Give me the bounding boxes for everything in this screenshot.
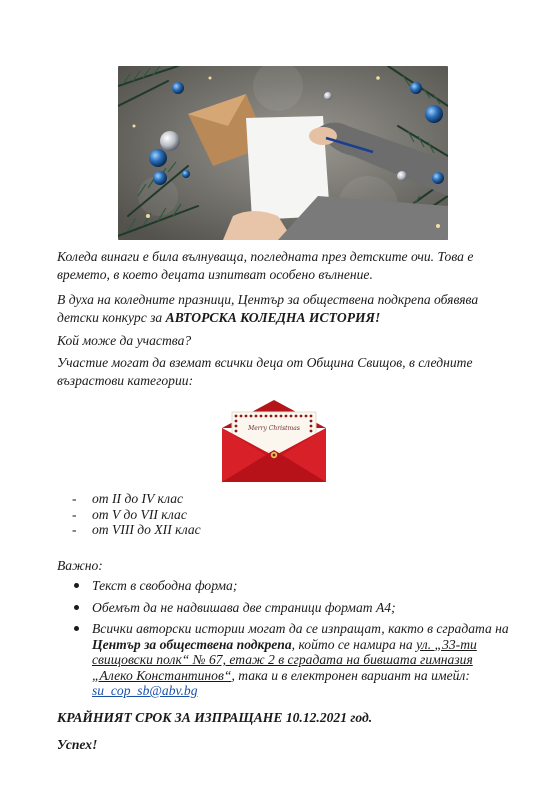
important-label: Важно: [57, 558, 103, 573]
announcement-paragraph [57, 291, 497, 327]
closing-text: Успех! [57, 737, 98, 752]
deadline-text: КРАЙНИЯТ СРОК ЗА ИЗПРАЩАНЕ 10.12.2021 год. [57, 710, 373, 725]
list-item: Всички авторски истории могат да се изпращат, както в сградата на Център за обществена подкрепа, който се намира на ул. „33-ти свищовски полк“ № 67, етаж 2 в сградата на бившата гимназия „Алеко Константинов“, така и в електронен вариант на имейл: su_cop_sb@abv.bg [72, 621, 512, 699]
list-item: - от VIII до XII клас [72, 522, 201, 537]
envelope-card-text: Merry Christmas [248, 425, 300, 432]
organization-name: Център за обществена подкрепа [92, 636, 292, 652]
contest-name: АВТОРСКА КОЛЕДНА ИСТОРИЯ! [165, 310, 381, 325]
announcement-text: В духа на коледните празници, Център за обществена подкрепа обявява детски конкурс за [57, 292, 479, 325]
grade-categories-list [72, 491, 201, 538]
address: ул. „33-ти свищовски полк“ № 67, етаж 2 в сградата на бившата гимназия „Алеко Константинов“ [92, 636, 477, 683]
list-item: Обемът да не надвишава две страници формат А4; [72, 600, 512, 616]
intro-paragraph [57, 248, 497, 284]
red-envelope-illustration [218, 398, 330, 484]
participants-paragraph: Участие могат да вземат всички деца от Община Свищов, в следните възрастови категории: [57, 355, 473, 388]
intro-text: Коледа винаги е била вълнуваща, погледната през детските очи. Това е времето, в което децата изпитват особено вълнение. [57, 249, 474, 282]
christmas-letter-photo [118, 66, 448, 240]
list-item: - от V до VII клас [72, 506, 187, 522]
rules-list [72, 578, 512, 705]
who-can-participate-question: Кой може да участва? [57, 333, 192, 348]
list-item: Текст в свободна форма; [72, 578, 512, 594]
list-item: - от II до IV клас [72, 491, 184, 506]
email-link[interactable]: su_cop_sb@abv.bg [92, 683, 198, 698]
